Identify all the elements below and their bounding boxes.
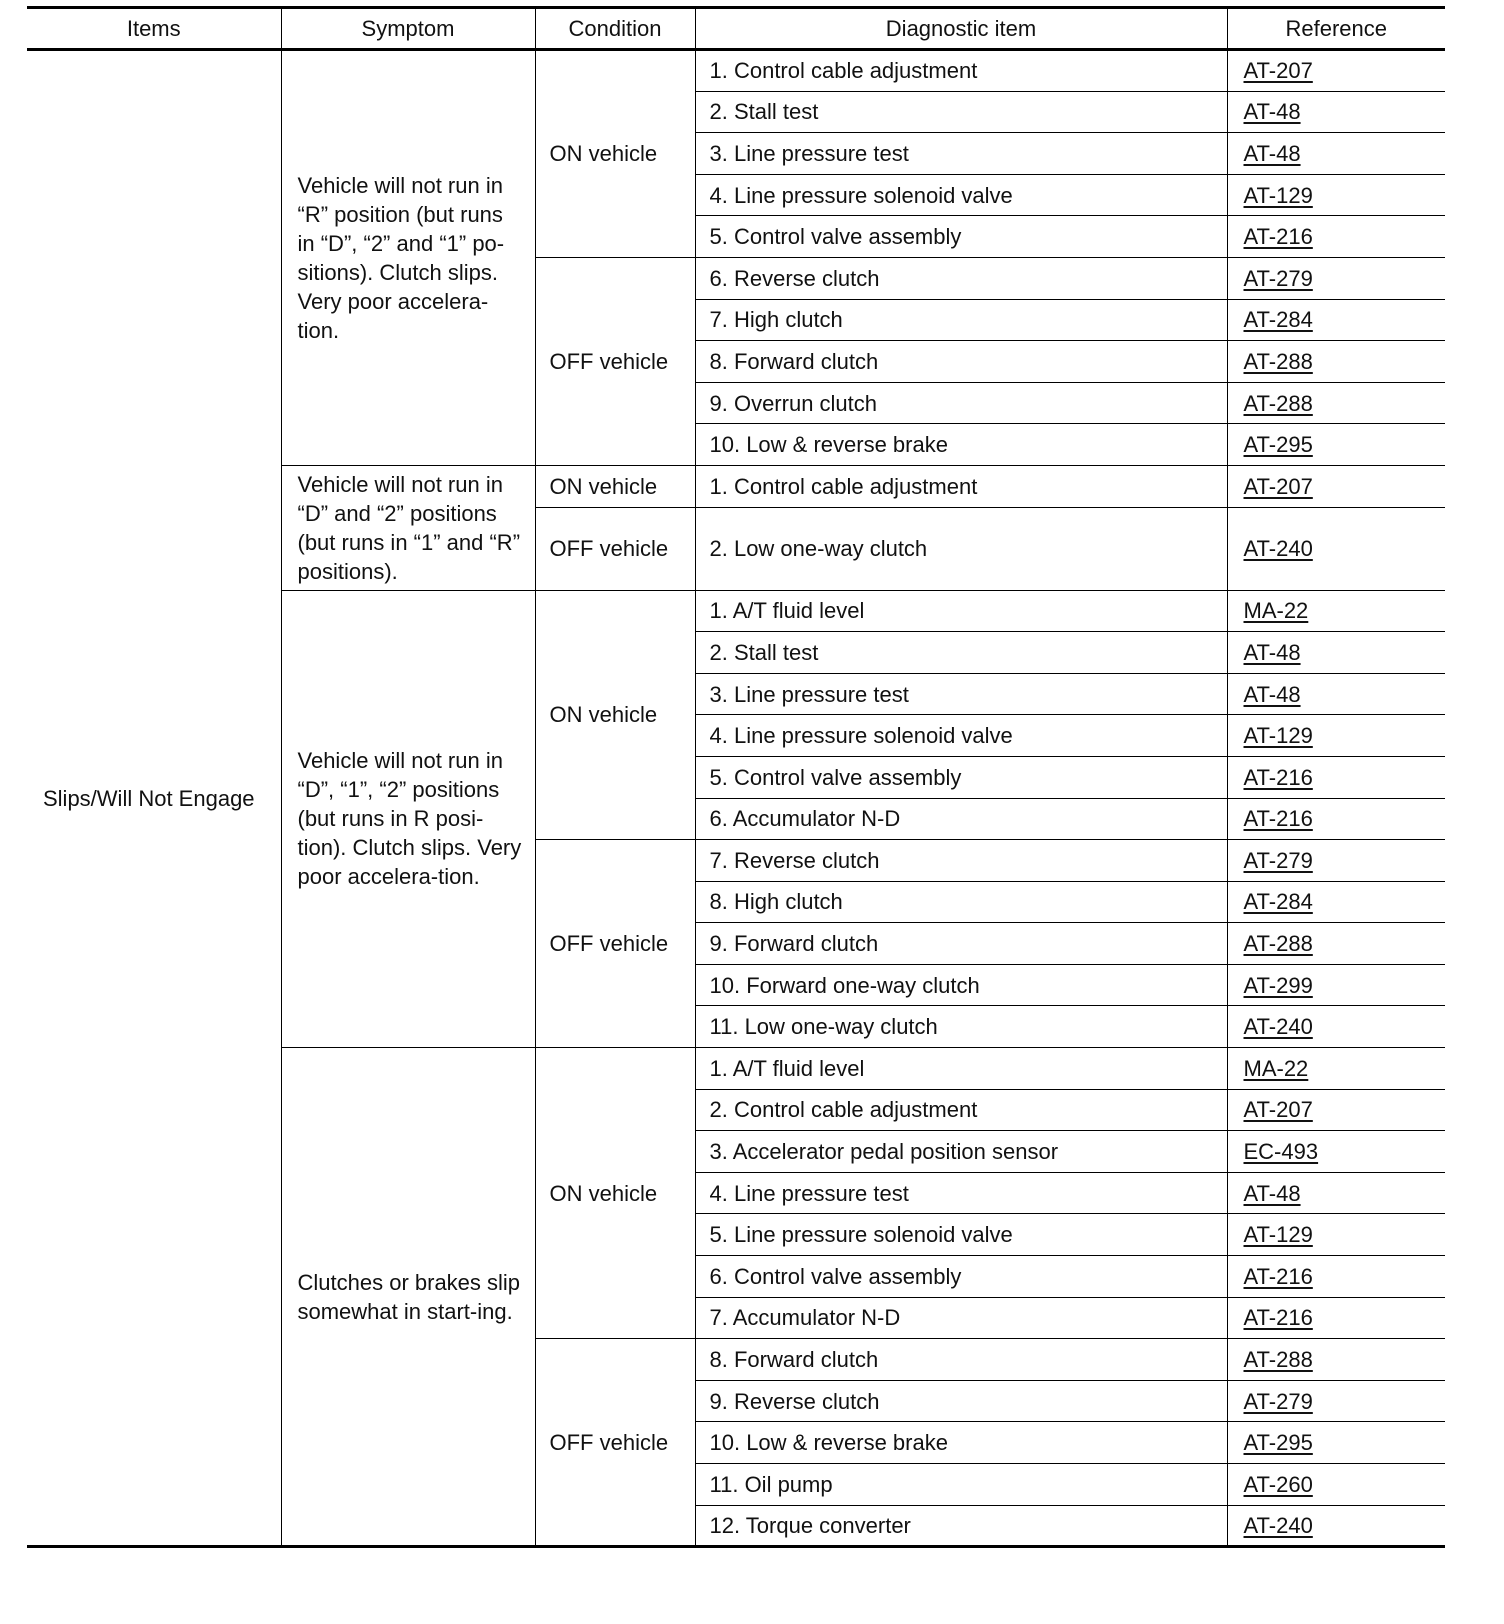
diagnostic-item-cell: 5. Control valve assembly [695, 756, 1227, 798]
diagnostic-item-cell: 3. Line pressure test [695, 673, 1227, 715]
diagnostic-item-cell: 6. Control valve assembly [695, 1256, 1227, 1298]
reference-link[interactable]: MA-22 [1243, 598, 1309, 624]
diagnostic-item-cell: 7. Reverse clutch [695, 840, 1227, 882]
table-row [27, 50, 1445, 92]
reference-link[interactable]: AT-129 [1243, 182, 1313, 208]
reference-cell [1227, 923, 1445, 965]
diagnostic-item-cell: 10. Low & reverse brake [695, 1422, 1227, 1464]
reference-link[interactable]: AT-48 [1243, 140, 1301, 166]
diagnostic-item-cell: 8. Forward clutch [695, 341, 1227, 383]
reference-cell [1227, 756, 1445, 798]
reference-cell [1227, 341, 1445, 383]
reference-cell [1227, 1256, 1445, 1298]
reference-link[interactable]: AT-216 [1243, 764, 1313, 790]
reference-cell [1227, 133, 1445, 175]
reference-cell [1227, 1214, 1445, 1256]
reference-link[interactable]: AT-207 [1243, 473, 1313, 499]
reference-link[interactable]: AT-129 [1243, 1222, 1313, 1248]
reference-link[interactable]: AT-129 [1243, 723, 1313, 749]
reference-cell [1227, 1505, 1445, 1547]
condition-cell: ON vehicle [535, 50, 695, 258]
reference-link[interactable]: AT-295 [1243, 1430, 1313, 1456]
symptom-cell: Vehicle will not run in “D” and “2” positions (but runs in “1” and “R” positions). [281, 465, 535, 590]
diagnostic-item-cell: 4. Line pressure test [695, 1172, 1227, 1214]
diagnostic-table [27, 6, 1445, 1548]
reference-link[interactable]: AT-48 [1243, 99, 1301, 125]
diagnostic-item-cell: 7. Accumulator N-D [695, 1297, 1227, 1339]
reference-link[interactable]: EC-493 [1243, 1139, 1319, 1165]
diagnostic-item-cell: 3. Accelerator pedal position sensor [695, 1131, 1227, 1173]
reference-link[interactable]: AT-299 [1243, 972, 1313, 998]
reference-cell [1227, 1339, 1445, 1381]
reference-cell [1227, 798, 1445, 840]
reference-cell [1227, 1422, 1445, 1464]
reference-link[interactable]: AT-279 [1243, 847, 1313, 873]
condition-cell: OFF vehicle [535, 1339, 695, 1547]
reference-link[interactable]: AT-216 [1243, 806, 1313, 832]
condition-cell: OFF vehicle [535, 257, 695, 465]
reference-link[interactable]: AT-48 [1243, 1180, 1301, 1206]
diagnostic-item-cell: 4. Line pressure solenoid valve [695, 715, 1227, 757]
reference-cell [1227, 1297, 1445, 1339]
diagnostic-item-cell: 1. Control cable adjustment [695, 50, 1227, 92]
symptom-cell: Vehicle will not run in “D”, “1”, “2” positions (but runs in R posi-tion). Clutch slips. Very poor accelera-tion. [281, 590, 535, 1048]
reference-link[interactable]: MA-22 [1243, 1055, 1309, 1081]
reference-link[interactable]: AT-216 [1243, 1305, 1313, 1331]
reference-link[interactable]: AT-240 [1243, 1512, 1313, 1538]
reference-cell [1227, 424, 1445, 466]
reference-cell [1227, 1131, 1445, 1173]
diagnostic-item-cell: 5. Control valve assembly [695, 216, 1227, 258]
reference-cell [1227, 1172, 1445, 1214]
reference-cell [1227, 840, 1445, 882]
reference-cell [1227, 174, 1445, 216]
header-symptom: Symptom [281, 8, 535, 50]
reference-cell [1227, 715, 1445, 757]
diagnostic-item-cell: 7. High clutch [695, 299, 1227, 341]
reference-link[interactable]: AT-216 [1243, 224, 1313, 250]
reference-cell [1227, 299, 1445, 341]
reference-link[interactable]: AT-240 [1243, 1014, 1313, 1040]
diagnostic-item-cell: 2. Stall test [695, 91, 1227, 133]
reference-link[interactable]: AT-48 [1243, 681, 1301, 707]
reference-cell [1227, 632, 1445, 674]
header-condition: Condition [535, 8, 695, 50]
header-items: Items [27, 8, 281, 50]
diagnostic-item-cell: 2. Control cable adjustment [695, 1089, 1227, 1131]
reference-link[interactable]: AT-207 [1243, 58, 1313, 84]
reference-cell [1227, 91, 1445, 133]
reference-link[interactable]: AT-216 [1243, 1263, 1313, 1289]
header-diagnostic-item: Diagnostic item [695, 8, 1227, 50]
diagnostic-item-cell: 9. Forward clutch [695, 923, 1227, 965]
diagnostic-item-cell: 11. Low one-way clutch [695, 1006, 1227, 1048]
reference-cell [1227, 257, 1445, 299]
diagnostic-item-cell: 6. Accumulator N-D [695, 798, 1227, 840]
reference-link[interactable]: AT-207 [1243, 1097, 1313, 1123]
symptom-cell: Vehicle will not run in “R” position (but runs in “D”, “2” and “1” po-sitions). Clutch slips. Very poor accelera-tion. [281, 50, 535, 466]
diagnostic-item-cell: 1. A/T fluid level [695, 590, 1227, 632]
diagnostic-item-cell: 12. Torque converter [695, 1505, 1227, 1547]
condition-cell: OFF vehicle [535, 507, 695, 590]
reference-link[interactable]: AT-288 [1243, 1347, 1313, 1373]
reference-cell [1227, 50, 1445, 92]
reference-cell [1227, 1006, 1445, 1048]
reference-link[interactable]: AT-288 [1243, 390, 1313, 416]
diagnostic-item-cell: 8. High clutch [695, 881, 1227, 923]
diagnostic-item-cell: 5. Line pressure solenoid valve [695, 1214, 1227, 1256]
reference-cell [1227, 590, 1445, 632]
symptom-cell: Clutches or brakes slip somewhat in start-ing. [281, 1048, 535, 1547]
diagnostic-item-cell: 2. Low one-way clutch [695, 507, 1227, 590]
condition-cell: ON vehicle [535, 1048, 695, 1339]
reference-link[interactable]: AT-284 [1243, 889, 1313, 915]
reference-cell [1227, 216, 1445, 258]
reference-cell [1227, 1048, 1445, 1090]
diagnostic-item-cell: 3. Line pressure test [695, 133, 1227, 175]
reference-cell [1227, 507, 1445, 590]
diagnostic-item-cell: 6. Reverse clutch [695, 257, 1227, 299]
reference-cell [1227, 465, 1445, 507]
diagnostic-item-cell: 4. Line pressure solenoid valve [695, 174, 1227, 216]
reference-cell [1227, 382, 1445, 424]
reference-link[interactable]: AT-295 [1243, 432, 1313, 458]
condition-cell: ON vehicle [535, 590, 695, 840]
items-cell: Slips/Will Not Engage [43, 785, 255, 811]
reference-link[interactable]: AT-240 [1243, 536, 1313, 562]
reference-link[interactable]: AT-284 [1243, 307, 1313, 333]
reference-cell [1227, 1464, 1445, 1506]
diagnostic-item-cell: 11. Oil pump [695, 1464, 1227, 1506]
diagnostic-item-cell: 10. Forward one-way clutch [695, 964, 1227, 1006]
diagnostic-item-cell: 1. A/T fluid level [695, 1048, 1227, 1090]
reference-cell [1227, 964, 1445, 1006]
header-reference: Reference [1227, 8, 1445, 50]
reference-cell [1227, 881, 1445, 923]
diagnostic-item-cell: 10. Low & reverse brake [695, 424, 1227, 466]
header-row [27, 8, 1445, 50]
reference-cell [1227, 673, 1445, 715]
diagnostic-item-cell: 9. Overrun clutch [695, 382, 1227, 424]
condition-cell: OFF vehicle [535, 840, 695, 1048]
diagnostic-item-cell: 1. Control cable adjustment [695, 465, 1227, 507]
reference-cell [1227, 1089, 1445, 1131]
diagnostic-item-cell: 8. Forward clutch [695, 1339, 1227, 1381]
diagnostic-item-cell: 2. Stall test [695, 632, 1227, 674]
diagnostic-item-cell: 9. Reverse clutch [695, 1380, 1227, 1422]
reference-link[interactable]: AT-260 [1243, 1471, 1313, 1497]
reference-link[interactable]: AT-288 [1243, 931, 1313, 957]
reference-link[interactable]: AT-288 [1243, 348, 1313, 374]
condition-cell: ON vehicle [535, 465, 695, 507]
reference-link[interactable]: AT-279 [1243, 1388, 1313, 1414]
reference-link[interactable]: AT-48 [1243, 639, 1301, 665]
reference-link[interactable]: AT-279 [1243, 265, 1313, 291]
reference-cell [1227, 1380, 1445, 1422]
